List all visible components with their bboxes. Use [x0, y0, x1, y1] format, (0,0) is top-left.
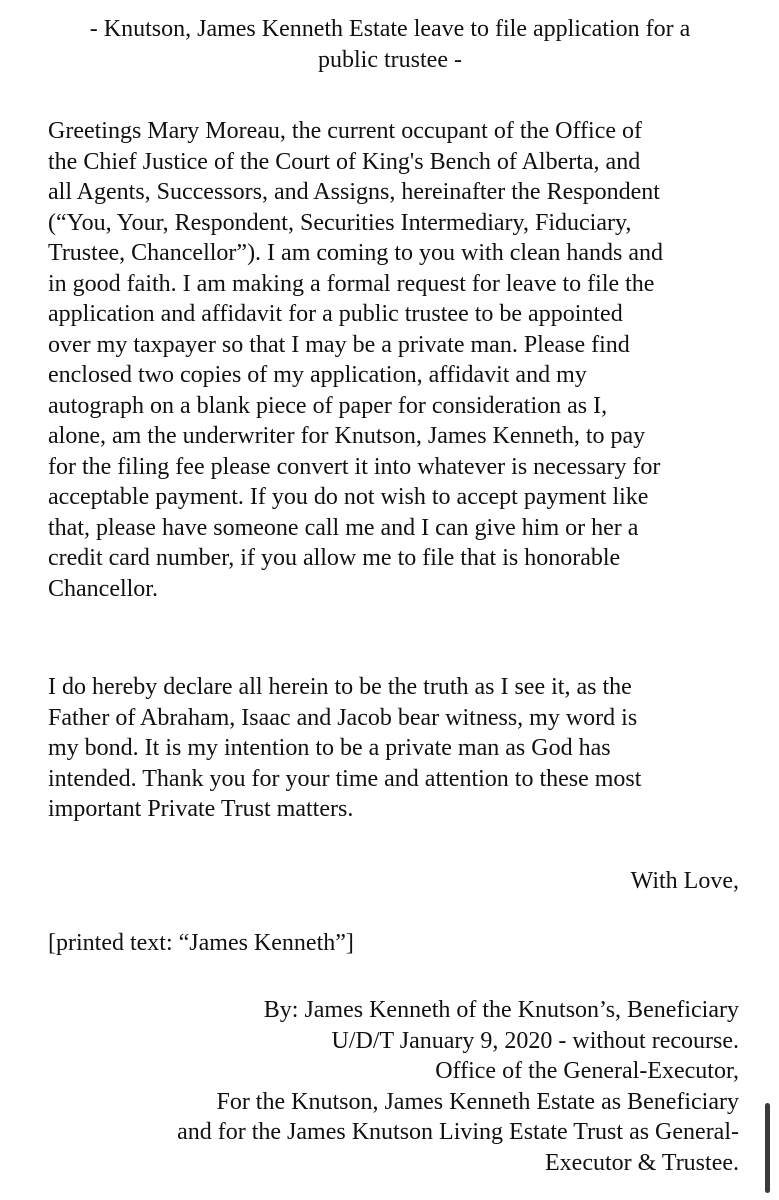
scrollbar-thumb[interactable] — [765, 1103, 770, 1193]
signature-line: and for the James Knutson Living Estate Trust as General- — [177, 1119, 739, 1145]
text-line: acceptable payment. If you do not wish to accept payment like — [48, 484, 649, 510]
signature-line: Executor & Trustee. — [545, 1149, 739, 1176]
text-line: the Chief Justice of the Court of King's Bench of Alberta, and — [48, 148, 641, 175]
text-line: enclosed two copies of my application, affidavit and my — [48, 362, 587, 388]
closing-salutation: With Love, — [630, 868, 739, 894]
signature-block — [177, 995, 739, 1178]
declaration-paragraph — [48, 672, 748, 825]
text-line: I do hereby declare all herein to be the truth as I see it, as the — [48, 674, 632, 700]
text-line: important Private Trust matters. — [48, 796, 354, 822]
text-line: in good faith. I am making a formal request for leave to file the — [48, 270, 655, 297]
text-line: (“You, Your, Respondent, Securities Intermediary, Fiduciary, — [48, 209, 632, 236]
title-line: - Knutson, James Kenneth Estate leave to file application for a — [89, 16, 691, 42]
greeting-paragraph — [48, 116, 748, 604]
signature-line: U/D/T January 9, 2020 - without recourse. — [331, 1027, 739, 1054]
signature-line: By: James Kenneth of the Knutson’s, Beneficiary — [263, 997, 739, 1023]
printed-name: [printed text: “James Kenneth”] — [48, 930, 354, 956]
text-line: Trustee, Chancellor”). I am coming to you with clean hands and — [48, 240, 663, 266]
text-line: alone, am the underwriter for Knutson, James Kenneth, to pay — [48, 423, 646, 449]
text-line: all Agents, Successors, and Assigns, hereinafter the Respondent — [48, 179, 660, 205]
text-line: that, please have someone call me and I can give him or her a — [48, 514, 639, 541]
text-line: intended. Thank you for your time and attention to these most — [48, 765, 642, 792]
text-line: my bond. It is my intention to be a private man as God has — [48, 735, 611, 761]
signature-line: Office of the General-Executor, — [435, 1058, 739, 1084]
text-line: application and affidavit for a public trustee to be appointed — [48, 301, 623, 327]
text-line: Father of Abraham, Isaac and Jacob bear witness, my word is — [48, 704, 638, 731]
signature-line: For the Knutson, James Kenneth Estate as Beneficiary — [216, 1088, 739, 1115]
text-line: Chancellor. — [48, 575, 158, 602]
text-line: for the filing fee please convert it into whatever is necessary for — [48, 453, 661, 480]
document-title — [40, 14, 740, 76]
text-line: autograph on a blank piece of paper for consideration as I, — [48, 392, 608, 419]
text-line: Greetings Mary Moreau, the current occupant of the Office of — [48, 118, 642, 144]
title-line: public trustee - — [318, 47, 462, 73]
text-line: credit card number, if you allow me to file that is honorable — [48, 545, 621, 571]
text-line: over my taxpayer so that I may be a private man. Please find — [48, 331, 630, 358]
